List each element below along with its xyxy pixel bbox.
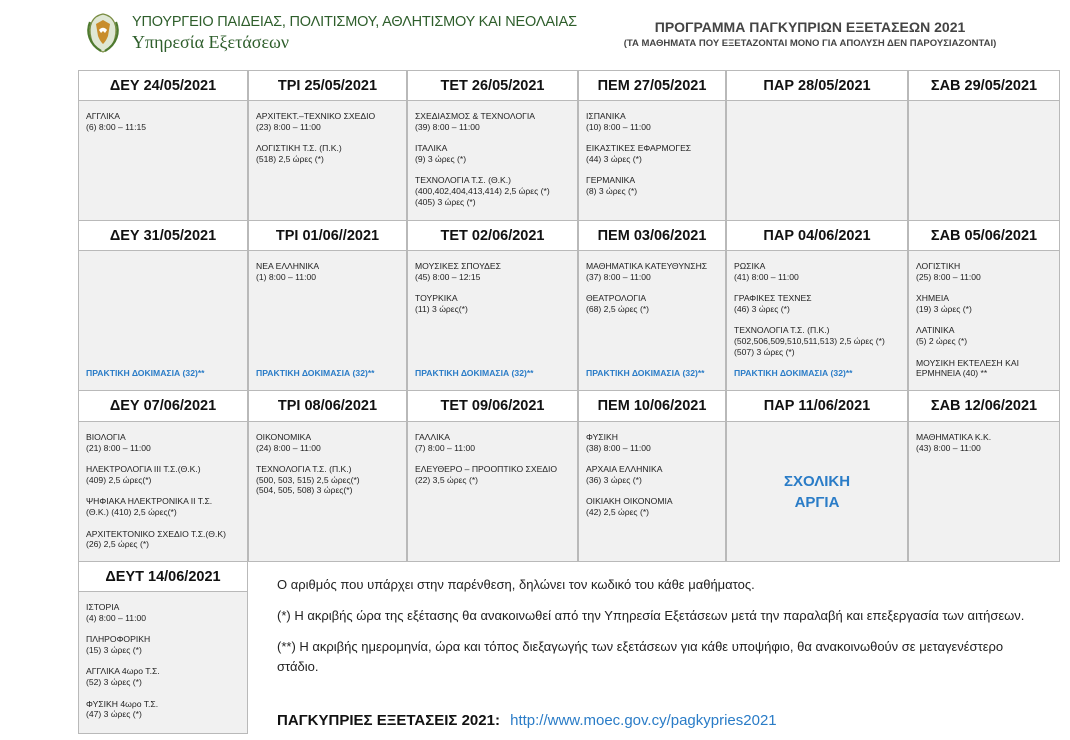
day-header: ΔΕΥ 31/05/2021 xyxy=(78,220,248,251)
exam-subject: ΧΗΜΕΙΑ xyxy=(916,293,949,304)
exam-detail: (500, 503, 515) 2,5 ώρες(*) xyxy=(256,474,360,485)
holiday-cell xyxy=(726,421,908,562)
exam-detail: (45) 8:00 – 12:15 xyxy=(415,271,481,282)
day-cell xyxy=(908,100,1060,221)
exam-entry xyxy=(86,602,241,623)
exam-entry xyxy=(415,293,571,314)
exam-detail: (19) 3 ώρες (*) xyxy=(916,303,972,314)
exam-entry xyxy=(586,143,719,164)
exam-detail: (405) 3 ώρες (*) xyxy=(415,196,476,207)
exam-entry xyxy=(415,143,571,164)
day-header: ΤΕΤ 09/06/2021 xyxy=(407,390,578,422)
day-header: ΤΡΙ 08/06/2021 xyxy=(248,390,407,422)
day-header: ΣΑΒ 29/05/2021 xyxy=(908,70,1060,101)
exam-subject: ΜΟΥΣΙΚΗ ΕΚΤΕΛΕΣΗ ΚΑΙ xyxy=(916,357,1019,368)
day-header: ΤΕΤ 02/06/2021 xyxy=(407,220,578,251)
exam-detail: (37) 8:00 – 11:00 xyxy=(586,271,651,282)
exam-subject: ΑΡΧΙΤΕΚΤ.–ΤΕΧΝΙΚΟ ΣΧΕΔΙΟ xyxy=(256,111,376,121)
day-cell xyxy=(248,100,407,221)
exam-detail: (9) 3 ώρες (*) xyxy=(415,153,467,164)
exam-subject: ΟΙΚΟΝΟΜΙΚΑ xyxy=(256,432,312,442)
exam-subject: ΛΟΓΙΣΤΙΚΗ Τ.Σ. (Π.Κ.) xyxy=(256,143,342,154)
day-header: ΤΡΙ 25/05/2021 xyxy=(248,70,407,101)
exam-entry xyxy=(586,293,719,314)
exam-subject: ΒΙΟΛΟΓΙΑ xyxy=(86,432,126,442)
day-cell xyxy=(578,250,726,391)
exam-detail: (507) 3 ώρες (*) xyxy=(734,346,795,357)
exam-detail: (11) 3 ώρες(*) xyxy=(415,303,468,314)
day-cell xyxy=(908,250,1060,391)
exam-entry xyxy=(734,261,901,282)
ministry-name: ΥΠΟΥΡΓΕΙΟ ΠΑΙΔΕΙΑΣ, ΠΟΛΙΤΙΣΜΟΥ, ΑΘΛΗΤΙΣΜΟΥ ΚΑΙ ΝΕΟΛΑΙΑΣ xyxy=(132,14,577,30)
exam-subject: ΓΕΡΜΑΝΙΚΑ xyxy=(586,175,636,186)
exam-subject: ΑΡΧΑΙΑ ΕΛΛΗΝΙΚΑ xyxy=(586,464,663,475)
exam-detail: (15) 3 ώρες (*) xyxy=(86,644,142,655)
exam-entry xyxy=(86,432,241,453)
exam-detail: (21) 8:00 – 11:00 xyxy=(86,442,151,453)
exam-detail: (25) 8:00 – 11:00 xyxy=(916,271,981,282)
exam-entry xyxy=(256,111,400,132)
exam-subject: ΟΙΚΙΑΚΗ ΟΙΚΟΝΟΜΙΑ xyxy=(586,496,673,507)
exam-entry xyxy=(916,261,1053,282)
day-header: ΤΡΙ 01/06//2021 xyxy=(248,220,407,251)
exam-detail: (502,506,509,510,511,513) 2,5 ώρες (*) xyxy=(734,335,885,346)
practical-test-note: ΠΡΑΚΤΙΚΗ ΔΟΚΙΜΑΣΙΑ (32)** xyxy=(86,368,205,379)
day-header: ΠΕΜ 10/06/2021 xyxy=(578,390,726,422)
exam-subject: ΙΤΑΛΙΚΑ xyxy=(415,143,448,154)
day-cell xyxy=(78,100,248,221)
exam-entry xyxy=(586,261,719,282)
exam-detail: (400,402,404,413,414) 2,5 ώρες (*) xyxy=(415,185,550,196)
exam-entry xyxy=(86,496,241,517)
exam-detail: (23) 8:00 – 11:00 xyxy=(256,121,321,132)
exam-detail: (8) 3 ώρες (*) xyxy=(586,185,638,196)
exam-entry xyxy=(256,464,400,496)
exam-entry xyxy=(415,261,571,282)
page-title: ΠΡΟΓΡΑΜΜΑ ΠΑΓΚΥΠΡΙΩΝ ΕΞΕΤΑΣΕΩΝ 2021 xyxy=(654,19,966,35)
day-cell xyxy=(578,421,726,562)
exam-detail: (46) 3 ώρες (*) xyxy=(734,303,790,314)
day-header: ΔΕΥΤ 14/06/2021 xyxy=(78,561,248,592)
exam-subject: ΑΓΓΛΙΚΑ xyxy=(86,111,121,121)
page-subtitle: (ΤΑ ΜΑΘΗΜΑΤΑ ΠΟΥ ΕΞΕΤΑΖΟΝΤΑΙ ΜΟΝΟ ΓΙΑ ΑΠΟΛΥΣΗ ΔΕΝ ΠΑΡΟΥΣΙΑΖΟΝΤΑΙ) xyxy=(623,38,997,49)
exam-detail: (409) 2,5 ώρες(*) xyxy=(86,474,152,485)
exam-subject: ΜΑΘΗΜΑΤΙΚΑ ΚΑΤΕΥΘΥΝΣΗΣ xyxy=(586,261,708,271)
exam-detail: (39) 8:00 – 11:00 xyxy=(415,121,480,132)
exam-detail: (36) 3 ώρες (*) xyxy=(586,474,642,485)
exam-entry xyxy=(415,175,571,207)
exam-entry xyxy=(916,325,1053,346)
day-header: ΤΕΤ 26/05/2021 xyxy=(407,70,578,101)
exam-detail: (38) 8:00 – 11:00 xyxy=(586,442,651,453)
exam-subject: ΓΡΑΦΙΚΕΣ ΤΕΧΝΕΣ xyxy=(734,293,812,304)
exam-detail: (4) 8:00 – 11:00 xyxy=(86,612,147,623)
exam-subject: ΘΕΑΤΡΟΛΟΓΙΑ xyxy=(586,293,647,304)
footer xyxy=(277,712,777,729)
exam-subject: ΠΛΗΡΟΦΟΡΙΚΗ xyxy=(86,634,151,645)
exam-entry xyxy=(586,464,719,485)
day-header: ΣΑΒ 12/06/2021 xyxy=(908,390,1060,422)
exam-detail: (26) 2,5 ώρες (*) xyxy=(86,539,150,550)
exam-subject: ΙΣΤΟΡΙΑ xyxy=(86,602,120,612)
star-note: (*) Η ακριβής ώρα της εξέτασης θα ανακοινωθεί από την Υπηρεσία Εξετάσεων μετά την παραλαβή και επεξεργασία των αιτήσεων. xyxy=(277,608,1025,623)
day-cell xyxy=(78,421,248,562)
footer-label: ΠΑΓΚΥΠΡΙΕΣ ΕΞΕΤΑΣΕΙΣ 2021: xyxy=(277,712,500,729)
exam-entry xyxy=(916,432,1053,453)
exam-detail: (42) 2,5 ώρες (*) xyxy=(586,506,650,517)
day-cell xyxy=(248,250,407,391)
holiday-line: ΣΧΟΛΙΚΗ xyxy=(783,472,851,490)
exam-entry xyxy=(86,634,241,655)
exam-entry xyxy=(586,175,719,196)
exam-subject: ΤΟΥΡΚΙΚΑ xyxy=(415,293,458,304)
exam-entry xyxy=(734,293,901,314)
exam-detail: (1) 8:00 – 11:00 xyxy=(256,271,317,282)
exam-subject: ΑΓΓΛΙΚΑ 4ωρο Τ.Σ. xyxy=(86,666,160,677)
page-header xyxy=(0,0,1070,66)
day-cell xyxy=(726,100,908,221)
exam-entry xyxy=(415,432,571,453)
exam-entry xyxy=(86,111,241,132)
holiday-line: ΑΡΓΙΑ xyxy=(794,493,840,511)
exam-entry xyxy=(916,293,1053,314)
day-cell xyxy=(908,421,1060,562)
day-cell xyxy=(726,250,908,391)
exam-subject: ΨΗΦΙΑΚΑ ΗΛΕΚΤΡΟΝΙΚΑ ΙΙ Τ.Σ. xyxy=(86,496,213,507)
day-cell xyxy=(407,421,578,562)
day-header: ΔΕΥ 24/05/2021 xyxy=(78,70,248,101)
exam-subject: ΛΟΓΙΣΤΙΚΗ xyxy=(916,261,961,271)
exam-detail: (44) 3 ώρες (*) xyxy=(586,153,642,164)
exam-subject: ΕΛΕΥΘΕΡΟ – ΠΡΟΟΠΤΙΚΟ ΣΧΕΔΙΟ xyxy=(415,464,558,475)
practical-test-note: ΠΡΑΚΤΙΚΗ ΔΟΚΙΜΑΣΙΑ (32)** xyxy=(256,368,375,379)
practical-test-note: ΠΡΑΚΤΙΚΗ ΔΟΚΙΜΑΣΙΑ (32)** xyxy=(734,368,853,379)
exam-subject: ΝΕΑ ΕΛΛΗΝΙΚΑ xyxy=(256,261,320,271)
exam-subject: ΣΧΕΔΙΑΣΜΟΣ & ΤΕΧΝΟΛΟΓΙΑ xyxy=(415,111,536,121)
exam-entry xyxy=(415,464,571,485)
exam-subject: ΗΛΕΚΤΡΟΛΟΓΙΑ ΙΙΙ Τ.Σ.(Θ.Κ.) xyxy=(86,464,201,475)
exam-detail: ΕΡΜΗΝΕΙΑ (40) ** xyxy=(916,368,988,379)
exam-subject: ΛΑΤΙΝΙΚΑ xyxy=(916,325,955,336)
day-cell xyxy=(78,591,248,734)
exam-subject: ΦΥΣΙΚΗ xyxy=(586,432,618,442)
day-cell xyxy=(407,250,578,391)
exam-entry xyxy=(86,699,241,720)
day-header: ΠΑΡ 28/05/2021 xyxy=(726,70,908,101)
exam-entry xyxy=(86,464,241,485)
exam-subject: ΑΡΧΙΤΕΚΤΟΝΙΚΟ ΣΧΕΔΙΟ Τ.Σ.(Θ.Κ) xyxy=(86,528,226,539)
day-cell xyxy=(407,100,578,221)
exam-detail: (7) 8:00 – 11:00 xyxy=(415,442,476,453)
exam-detail: (Θ.Κ.) (410) 2,5 ώρες(*) xyxy=(86,506,177,517)
exam-detail: (6) 8:00 – 11:15 xyxy=(86,121,147,132)
day-cell xyxy=(578,100,726,221)
exam-detail: (5) 2 ώρες (*) xyxy=(916,335,968,346)
exam-entry xyxy=(916,358,1053,379)
exam-entry xyxy=(586,432,719,453)
exam-entry xyxy=(256,432,400,453)
holiday-label xyxy=(784,471,850,513)
practical-test-note: ΠΡΑΚΤΙΚΗ ΔΟΚΙΜΑΣΙΑ (32)** xyxy=(415,368,534,379)
exam-subject: ΓΑΛΛΙΚΑ xyxy=(415,432,451,442)
day-header: ΠΕΜ 03/06/2021 xyxy=(578,220,726,251)
exam-entry xyxy=(586,496,719,517)
service-name: Υπηρεσία Εξετάσεων xyxy=(132,32,290,52)
exam-subject: ΤΕΧΝΟΛΟΓΙΑ Τ.Σ. (Θ.Κ.) xyxy=(415,175,511,186)
exam-subject: ΦΥΣΙΚΗ 4ωρο Τ.Σ. xyxy=(86,698,159,709)
exam-detail: (10) 8:00 – 11:00 xyxy=(586,121,651,132)
exam-detail: (68) 2,5 ώρες (*) xyxy=(586,303,650,314)
exam-detail: (52) 3 ώρες (*) xyxy=(86,676,142,687)
day-header: ΠΕΜ 27/05/2021 xyxy=(578,70,726,101)
exam-detail: (43) 8:00 – 11:00 xyxy=(916,442,981,453)
practical-test-note: ΠΡΑΚΤΙΚΗ ΔΟΚΙΜΑΣΙΑ (32)** xyxy=(586,368,705,379)
day-header: ΠΑΡ 04/06/2021 xyxy=(726,220,908,251)
exam-entry xyxy=(415,111,571,132)
exam-detail: (41) 8:00 – 11:00 xyxy=(734,271,799,282)
day-cell xyxy=(248,421,407,562)
code-note: Ο αριθμός που υπάρχει στην παρένθεση, δηλώνει τον κωδικό του κάθε μαθήματος. xyxy=(277,577,755,592)
exam-subject: ΕΙΚΑΣΤΙΚΕΣ ΕΦΑΡΜΟΓΕΣ xyxy=(586,143,692,154)
cyprus-emblem-icon xyxy=(82,10,124,54)
double-star-note: (**) Η ακριβής ημερομηνία, ώρα και τόπος διεξαγωγής των εξετάσεων για κάθε υποψήφιο, θα ανακοινωθούν σε μεταγενέστερο στάδιο. xyxy=(277,639,1004,674)
day-cell xyxy=(78,250,248,391)
exam-subject: ΤΕΧΝΟΛΟΓΙΑ Τ.Σ. (Π.Κ.) xyxy=(256,464,352,475)
exam-entry xyxy=(734,325,901,357)
exam-subject: ΡΩΣΙΚΑ xyxy=(734,261,766,271)
day-header: ΣΑΒ 05/06/2021 xyxy=(908,220,1060,251)
exam-detail: (47) 3 ώρες (*) xyxy=(86,709,142,720)
exam-subject: ΙΣΠΑΝΙΚΑ xyxy=(586,111,626,121)
exam-detail: (22) 3,5 ώρες (*) xyxy=(415,474,479,485)
exam-entry xyxy=(256,261,400,282)
day-header: ΔΕΥ 07/06/2021 xyxy=(78,390,248,422)
footer-link[interactable]: http://www.moec.gov.cy/pagkypries2021 xyxy=(510,712,777,729)
exam-subject: ΜΑΘΗΜΑΤΙΚΑ Κ.Κ. xyxy=(916,432,992,442)
exam-detail: (518) 2,5 ώρες (*) xyxy=(256,153,324,164)
day-header: ΠΑΡ 11/06/2021 xyxy=(726,390,908,422)
exam-detail: (504, 505, 508) 3 ώρες(*) xyxy=(256,485,353,496)
exam-entry xyxy=(86,529,241,550)
exam-subject: ΤΕΧΝΟΛΟΓΙΑ Τ.Σ. (Π.Κ.) xyxy=(734,325,830,336)
exam-detail: (24) 8:00 – 11:00 xyxy=(256,442,321,453)
notes-section xyxy=(277,575,1047,688)
exam-subject: ΜΟΥΣΙΚΕΣ ΣΠΟΥΔΕΣ xyxy=(415,261,501,271)
exam-entry xyxy=(256,143,400,164)
exam-entry xyxy=(586,111,719,132)
exam-entry xyxy=(86,666,241,687)
